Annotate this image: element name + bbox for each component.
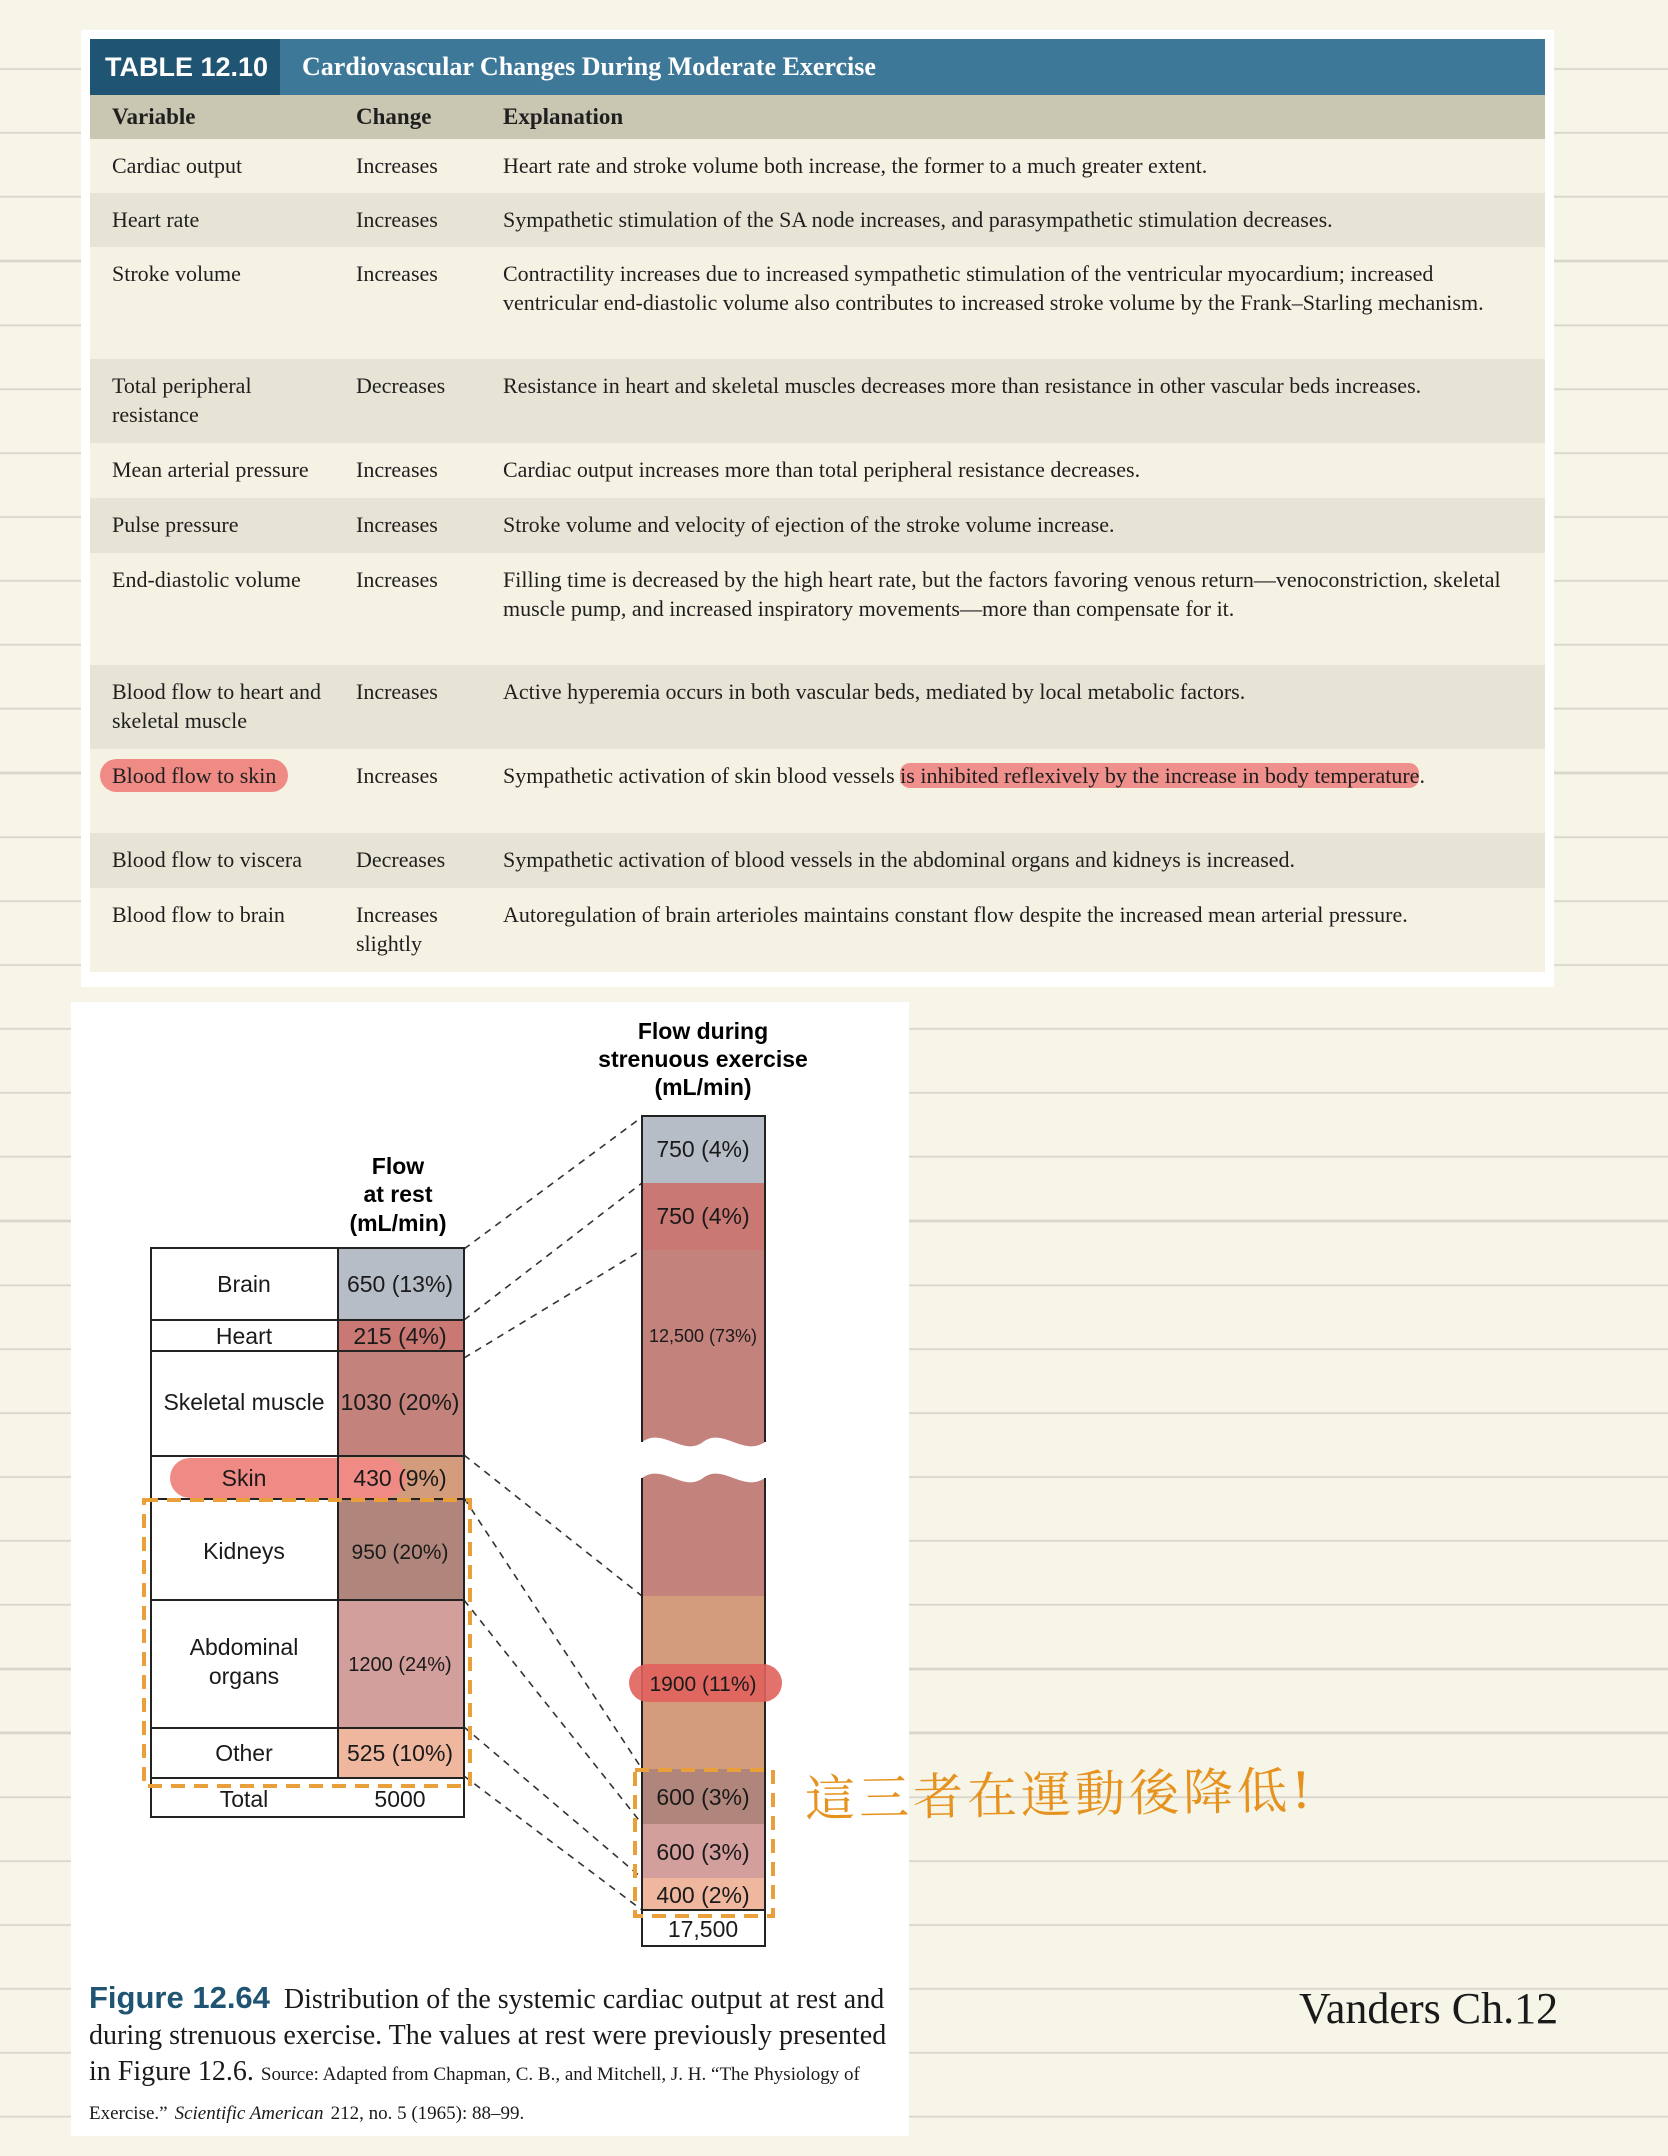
connector-line	[464, 1776, 642, 1910]
connector-line	[464, 1727, 642, 1878]
cell-change: Increases	[356, 567, 438, 592]
cell-change: Increases	[356, 512, 438, 537]
rest-value-heart: 215 (4%)	[353, 1323, 447, 1349]
explanation-part: .	[1419, 763, 1425, 788]
table-title: Cardiovascular Changes During Moderate Exercise	[302, 52, 876, 81]
cell-variable: Blood flow to brain	[112, 902, 285, 927]
exercise-heading-line3: (mL/min)	[654, 1074, 752, 1100]
cell-explanation	[503, 761, 1545, 790]
table-row	[90, 888, 1545, 972]
rest-organ-abdominal-word: organs	[208, 1663, 280, 1689]
rest-value-brain: 650 (13%)	[346, 1271, 454, 1297]
rest-heading-line2: at rest	[363, 1181, 433, 1207]
ex-value-skin: 1900 (11%)	[649, 1673, 757, 1696]
figure-source: Source: Adapted from Chapman, C. B., and Mitchell, J. H. “The Physiology of Exercise.”	[89, 2064, 860, 2124]
rest-organ-other: Other	[215, 1740, 273, 1766]
table-row-skin	[90, 749, 1545, 833]
connector-line	[464, 1250, 642, 1358]
rest-value-abdominal: 1200 (24%)	[348, 1654, 452, 1676]
connector-lines	[464, 1117, 642, 1910]
cell-explanation: Autoregulation of brain arterioles maintains constant flow despite the increased mean arterial pressure.	[503, 902, 1408, 927]
table-row	[90, 498, 1545, 553]
highlight-skin-variable: Blood flow to skin	[100, 759, 288, 792]
table-column-headers	[90, 95, 1545, 139]
rest-total-label: Total	[219, 1786, 269, 1812]
rest-total-value: 5000	[374, 1786, 426, 1812]
table-header-bar	[90, 39, 1545, 95]
ex-muscle-bar-bottom	[642, 1474, 765, 1596]
ex-value-abdominal: 600 (3%)	[656, 1839, 750, 1865]
cell-variable: Stroke volume	[112, 261, 241, 286]
cell-variable: Blood flow to viscera	[112, 847, 303, 872]
cell-explanation: Active hyperemia occurs in both vascular beds, mediated by local metabolic factors.	[503, 679, 1246, 704]
col-header-change: Change	[356, 104, 432, 129]
figure-caption-text: Distribution of the systemic cardiac output at rest and during strenuous exercise. The values at rest were previously presented in Figure 12.6.	[89, 1984, 887, 2087]
figure-caption	[89, 1980, 899, 2132]
cell-variable: Pulse pressure	[112, 512, 239, 537]
cell-explanation: Sympathetic activation of blood vessels in the abdominal organs and kidneys is increased.	[503, 847, 1296, 872]
table-number: TABLE 12.10	[90, 39, 280, 95]
figure-reference: 212, no. 5 (1965): 88–99.	[330, 2103, 525, 2124]
rest-organ-skin: Skin	[221, 1465, 267, 1491]
exercise-heading-line2: strenuous exercise	[598, 1046, 808, 1072]
rest-value-other: 525 (10%)	[346, 1740, 454, 1766]
table-row	[90, 553, 1545, 665]
table-row	[90, 247, 1545, 359]
table-row	[90, 193, 1545, 247]
rest-heading-line3: (mL/min)	[349, 1210, 447, 1236]
cell-explanation: Resistance in heart and skeletal muscles decreases more than resistance in other vascular beds increases.	[503, 373, 1422, 398]
rest-organ-brain: Brain	[217, 1271, 271, 1297]
cell-change: Increases	[356, 679, 438, 704]
cell-explanation: Stroke volume and velocity of ejection of the stroke volume increase.	[503, 512, 1115, 537]
ex-total-value: 17,500	[667, 1916, 739, 1942]
col-header-explanation: Explanation	[503, 104, 624, 129]
cell-variable: Total peripheral resistance	[112, 373, 252, 427]
explanation-part: Sympathetic activation of skin blood vessels	[503, 763, 901, 788]
cell-change: Increases	[356, 261, 438, 286]
ex-muscle-bar-top	[642, 1250, 765, 1446]
handwritten-note: 這三者在運動後降低!	[804, 1761, 1316, 1829]
connector-line	[464, 1117, 642, 1249]
cell-variable: Heart rate	[112, 207, 200, 232]
cell-change: Decreases	[356, 847, 446, 872]
rest-value-kidneys: 950 (20%)	[351, 1541, 449, 1564]
source-credit: Vanders Ch.12	[1299, 1984, 1559, 2033]
highlight-skin-explanation: is inhibited reflexively by the increase in body temperature	[900, 763, 1420, 788]
table-row	[90, 443, 1545, 498]
cell-change: Increases	[356, 457, 438, 482]
connector-line	[464, 1455, 642, 1596]
rest-organ-abdominal-word: Abdominal	[189, 1634, 299, 1660]
figure-journal: Scientific American	[174, 2103, 324, 2124]
cell-change: Increases	[356, 153, 438, 178]
table-panel	[81, 30, 1554, 987]
connector-line	[464, 1183, 642, 1320]
rest-value-muscle: 1030 (20%)	[340, 1389, 460, 1415]
rest-heading-line1: Flow	[371, 1153, 425, 1179]
cell-change: Increases slightly	[356, 902, 438, 956]
cell-variable: End-diastolic volume	[112, 567, 301, 592]
ex-value-kidneys: 600 (3%)	[656, 1784, 750, 1810]
ex-value-brain: 750 (4%)	[656, 1136, 750, 1162]
table-row	[90, 665, 1545, 749]
exercise-heading-line1: Flow during	[637, 1018, 769, 1044]
rest-organ-kidneys: Kidneys	[203, 1538, 285, 1564]
cell-explanation: Cardiac output increases more than total peripheral resistance decreases.	[503, 457, 1141, 482]
cell-variable: Mean arterial pressure	[112, 457, 309, 482]
cell-variable	[90, 761, 356, 790]
cell-explanation: Filling time is decreased by the high heart rate, but the factors favoring venous return—venoconstriction, skeletal muscle pump, and increased inspiratory movements—more than compensate for it.	[503, 567, 1501, 621]
ex-value-other: 400 (2%)	[656, 1882, 750, 1908]
cell-explanation: Heart rate and stroke volume both increase, the former to a much greater extent.	[503, 153, 1208, 178]
cell-variable: Blood flow to heart and skeletal muscle	[112, 679, 321, 733]
cell-variable: Cardiac output	[112, 153, 243, 178]
flow-distribution-diagram	[71, 1002, 909, 1972]
table-row	[90, 139, 1545, 193]
ex-value-muscle: 12,500 (73%)	[648, 1326, 758, 1346]
cell-change: Increases	[356, 763, 438, 788]
rest-organ-heart: Heart	[215, 1323, 273, 1349]
ex-value-heart: 750 (4%)	[656, 1203, 750, 1229]
cell-change: Decreases	[356, 373, 446, 398]
table-row	[90, 359, 1545, 443]
col-header-variable: Variable	[112, 104, 196, 129]
exercise-column	[629, 1116, 782, 1946]
cell-explanation: Contractility increases due to increased sympathetic stimulation of the ventricular myocardium; increased ventricular end-diastolic volume also contributes to increased stroke volume by the Frank–Starling mechanism.	[503, 261, 1484, 315]
rest-organ-muscle: Skeletal muscle	[163, 1389, 325, 1415]
figure-panel	[71, 1002, 909, 2136]
cell-change: Increases	[356, 207, 438, 232]
rest-column	[144, 1248, 470, 1817]
rest-value-skin: 430 (9%)	[353, 1465, 447, 1491]
cell-explanation: Sympathetic stimulation of the SA node increases, and parasympathetic stimulation decreases.	[503, 207, 1333, 232]
figure-label: Figure 12.64	[89, 1980, 270, 2015]
table-row	[90, 833, 1545, 888]
